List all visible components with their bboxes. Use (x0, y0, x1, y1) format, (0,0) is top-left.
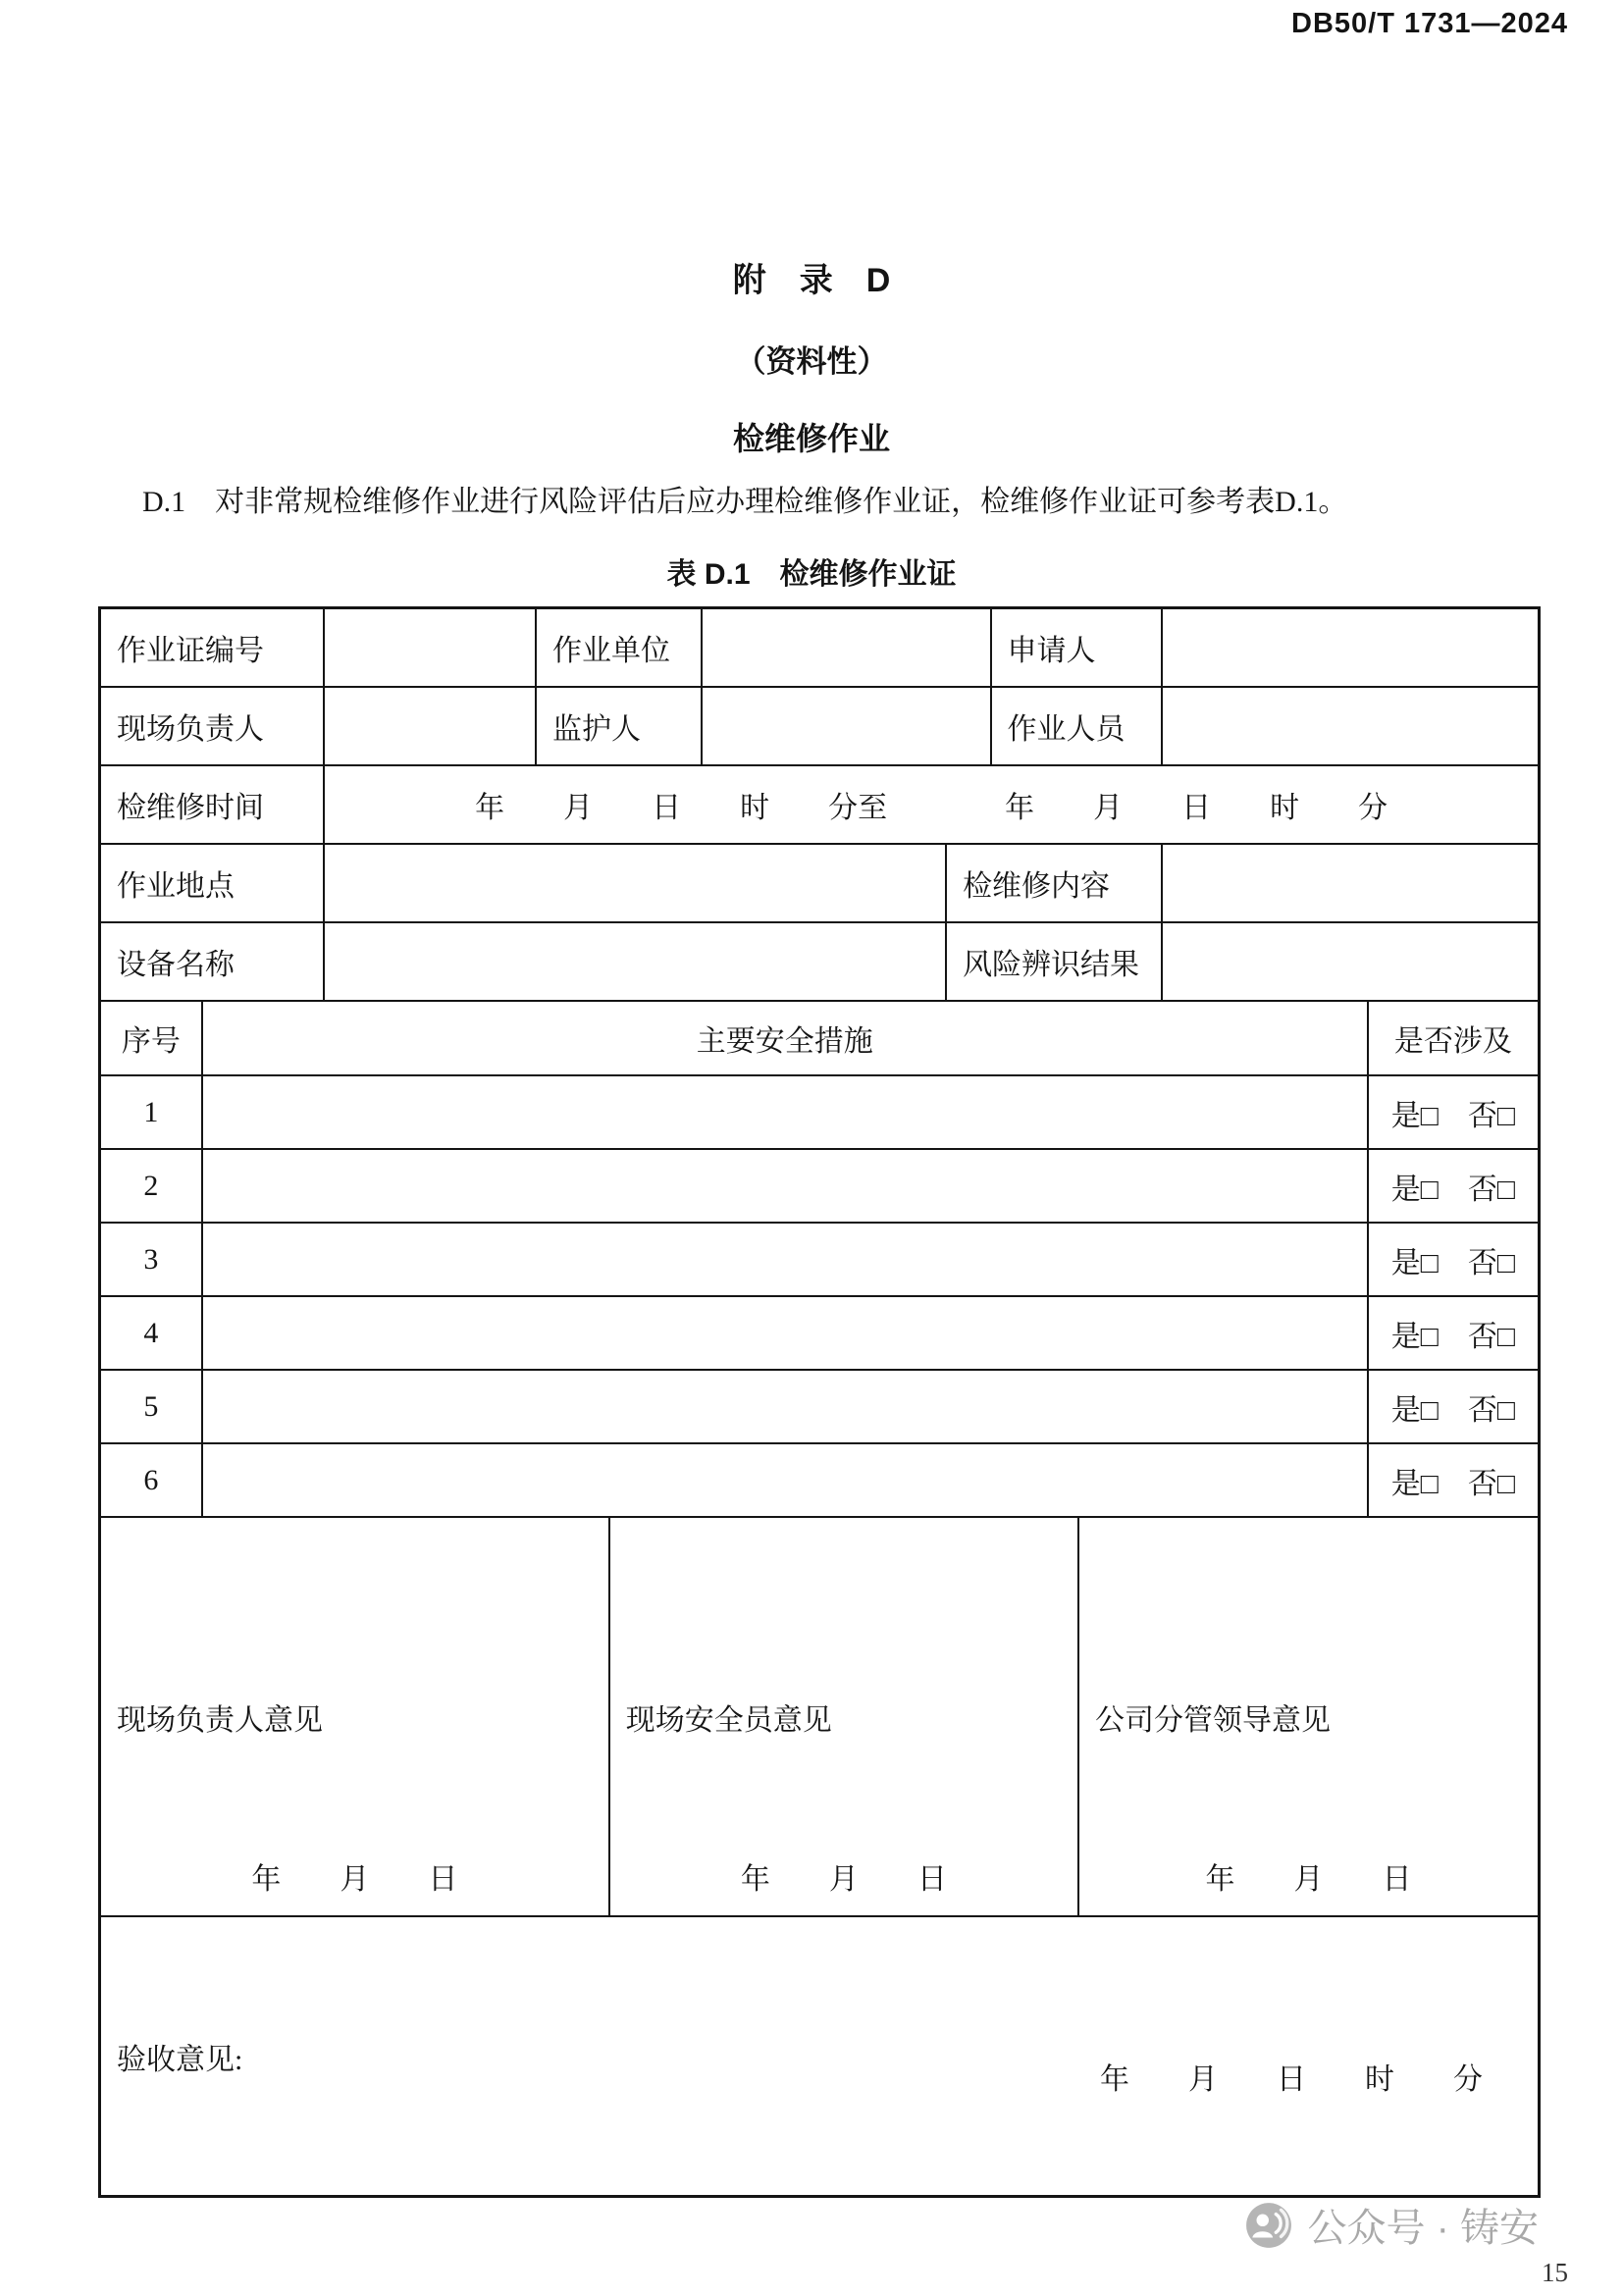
measure-row (100, 1075, 1540, 1149)
measure-text (202, 1223, 1368, 1296)
page-number: 15 (1542, 2258, 1568, 2287)
measure-no: 6 (100, 1443, 202, 1517)
involve-options: 是□ 否□ (1368, 1443, 1540, 1517)
signature-date: 年 月 日 (740, 1863, 947, 1896)
acceptance-cell (100, 1916, 1540, 2197)
workers-value (1162, 687, 1539, 765)
row-permit-header-1 (100, 608, 1540, 688)
measures-no-header: 序号 (100, 1001, 202, 1075)
row-acceptance (100, 1916, 1540, 2197)
measure-row (100, 1296, 1540, 1370)
time-value: 年 月 日 时 分至 年 月 日 时 分 (324, 765, 1539, 844)
measure-text (202, 1296, 1368, 1370)
row-permit-header-2 (100, 687, 1540, 765)
measures-involve-header: 是否涉及 (1368, 1001, 1540, 1075)
measure-text (202, 1149, 1368, 1223)
measure-row (100, 1370, 1540, 1443)
content-label: 检维修内容 (946, 844, 1162, 922)
location-label: 作业地点 (100, 844, 325, 922)
company-leader-opinion-cell (1078, 1517, 1539, 1916)
applicant-label: 申请人 (991, 608, 1163, 688)
watermark-text: 公众号 · 铸安 (1307, 2207, 1539, 2250)
row-equipment (100, 922, 1540, 1001)
measure-no: 3 (100, 1223, 202, 1296)
site-leader-label: 现场负责人 (100, 687, 325, 765)
measure-row (100, 1443, 1540, 1517)
permit-no-value (324, 608, 536, 688)
row-location (100, 844, 1540, 922)
risk-label: 风险辨识结果 (946, 922, 1162, 1001)
content-value (1162, 844, 1539, 922)
signature-date: 年 月 日 (251, 1863, 458, 1896)
involve-options: 是□ 否□ (1368, 1370, 1540, 1443)
measure-row (100, 1223, 1540, 1296)
applicant-value (1162, 608, 1539, 688)
work-unit-value (702, 608, 991, 688)
row-maintenance-time (100, 765, 1540, 844)
location-value (324, 844, 946, 922)
acceptance-date: 年 月 日 时 分 (1100, 2063, 1483, 2096)
work-unit-label: 作业单位 (536, 608, 702, 688)
site-leader-opinion-label: 现场负责人意见 (117, 1703, 323, 1737)
measure-no: 1 (100, 1075, 202, 1149)
workers-label: 作业人员 (991, 687, 1163, 765)
acceptance-label: 验收意见: (117, 2043, 243, 2076)
appendix-subject: 检维修作业 (732, 421, 890, 456)
involve-options: 是□ 否□ (1368, 1075, 1540, 1149)
table-caption: 表 D.1 检维修作业证 (666, 558, 957, 591)
standard-code: DB50/T 1731—2024 (1291, 8, 1568, 39)
site-leader-opinion-cell (100, 1517, 609, 1916)
row-signatures (100, 1517, 1540, 1916)
equipment-value (324, 922, 946, 1001)
permit-no-label: 作业证编号 (100, 608, 325, 688)
involve-options: 是□ 否□ (1368, 1296, 1540, 1370)
maintenance-permit-table (98, 606, 1541, 2198)
clause-d1-text: D.1 对非常规检维修作业进行风险评估后应办理检维修作业证，检维修作业证可参考表D.1。 (142, 486, 1348, 518)
measure-no: 5 (100, 1370, 202, 1443)
guardian-value (702, 687, 991, 765)
measure-no: 2 (100, 1149, 202, 1223)
risk-value (1162, 922, 1539, 1001)
appendix-heading-block (0, 253, 1623, 459)
guardian-label: 监护人 (536, 687, 702, 765)
measures-title-header: 主要安全措施 (202, 1001, 1368, 1075)
wechat-official-account-icon (1244, 2201, 1293, 2250)
signature-date: 年 月 日 (1205, 1863, 1412, 1896)
appendix-title: 附 录 D (732, 262, 891, 299)
measure-row (100, 1149, 1540, 1223)
safety-officer-opinion-label: 现场安全员意见 (625, 1703, 832, 1737)
measure-text (202, 1075, 1368, 1149)
involve-options: 是□ 否□ (1368, 1149, 1540, 1223)
equipment-label: 设备名称 (100, 922, 325, 1001)
site-leader-value (324, 687, 536, 765)
appendix-type-label: （资料性） (735, 344, 888, 379)
wechat-watermark (1244, 2197, 1539, 2253)
company-leader-opinion-label: 公司分管领导意见 (1095, 1703, 1332, 1737)
involve-options: 是□ 否□ (1368, 1223, 1540, 1296)
time-label: 检维修时间 (100, 765, 325, 844)
measure-text (202, 1370, 1368, 1443)
measure-text (202, 1443, 1368, 1517)
safety-officer-opinion-cell (609, 1517, 1078, 1916)
row-measures-header (100, 1001, 1540, 1075)
measure-no: 4 (100, 1296, 202, 1370)
